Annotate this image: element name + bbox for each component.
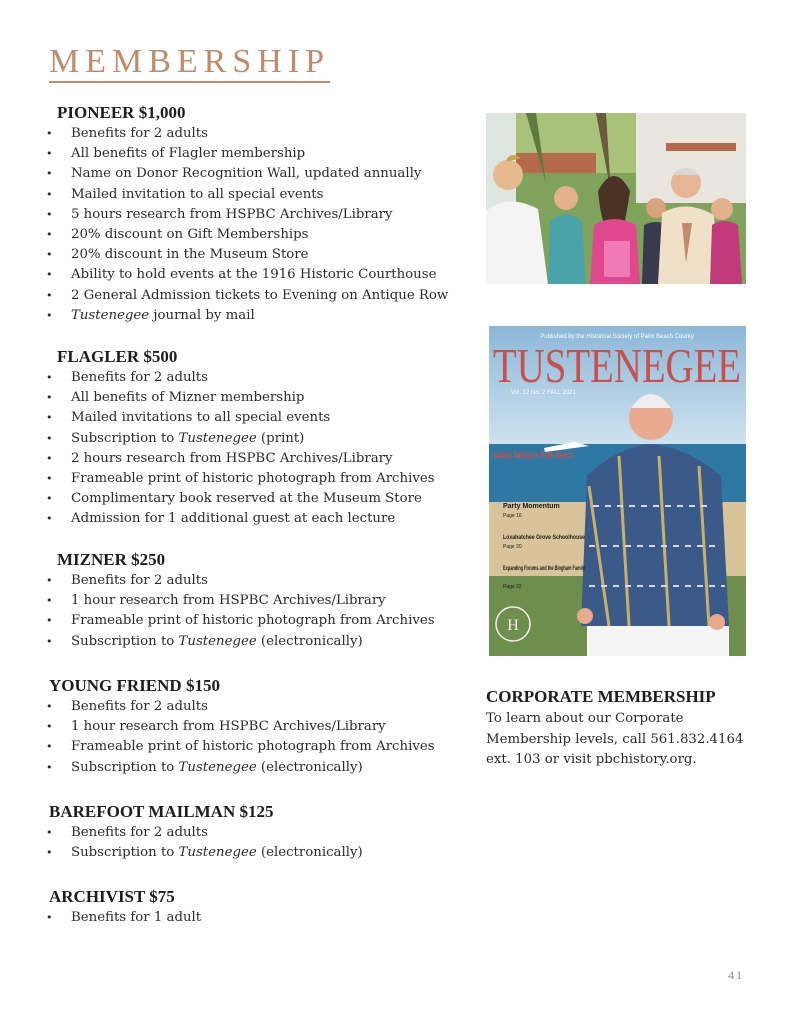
tier-pioneer — [0, 103, 448, 326]
journal-title: Tustenegee — [178, 430, 257, 446]
benefit-text: All benefits of Flagler membership — [71, 146, 306, 162]
bullet-icon: • — [46, 411, 53, 425]
bullet-icon: • — [46, 288, 53, 302]
benefit-item — [0, 611, 435, 631]
benefit-item — [0, 908, 201, 928]
benefit-text: (print) — [256, 430, 305, 446]
bullet-icon: • — [46, 594, 53, 608]
tier-title: YOUNG FRIEND $150 — [49, 676, 220, 695]
bullet-icon: • — [46, 371, 53, 384]
journal-title: Tustenegee — [178, 759, 257, 775]
magazine-story-page: Page 22 — [503, 584, 522, 590]
bullet-icon: • — [46, 512, 53, 526]
bullet-icon: • — [46, 826, 53, 839]
tier-title: PIONEER $1,000 — [57, 103, 186, 122]
tier-flagler — [0, 347, 435, 530]
benefit-item — [0, 449, 435, 469]
benefit-text: Admission for 1 additional guest at each lecture — [71, 511, 396, 527]
event-photo — [486, 113, 746, 284]
journal-title: Tustenegee — [178, 633, 257, 649]
benefit-text: (electronically) — [256, 633, 363, 649]
bullet-icon: • — [46, 911, 53, 924]
journal-title: Tustenegee — [71, 307, 150, 323]
bullet-icon: • — [46, 740, 53, 754]
benefit-item — [0, 591, 435, 611]
bullet-icon: • — [46, 720, 53, 734]
benefit-item — [0, 758, 435, 778]
benefit-item — [0, 469, 435, 489]
benefit-item — [0, 144, 448, 164]
tier-barefoot-mailman — [0, 802, 363, 863]
tier-archivist — [0, 887, 201, 928]
benefit-item — [0, 164, 448, 184]
corporate-text — [486, 709, 756, 771]
corporate-membership — [486, 687, 756, 771]
bullet-icon: • — [46, 451, 53, 465]
corporate-line: To learn about our Corporate — [486, 711, 684, 726]
benefit-text: Subscription to — [71, 633, 179, 649]
benefit-text: Mailed invitation to all special events — [71, 186, 324, 202]
benefit-text: Benefits for 2 adults — [71, 370, 208, 385]
bullet-icon: • — [46, 846, 53, 860]
benefit-text: 5 hours research from HSPBC Archives/Library — [71, 206, 393, 222]
benefit-item — [0, 429, 435, 449]
bullet-icon: • — [46, 167, 53, 181]
benefit-text: 1 hour research from HSPBC Archives/Library — [71, 593, 386, 609]
magazine-story-title: Loxahatchee Grove Schoolhouse — [503, 534, 586, 541]
benefit-text: All benefits of Mizner membership — [71, 390, 305, 406]
benefit-item — [0, 489, 435, 509]
benefit-text: 2 General Admission tickets to Evening on Antique Row — [71, 287, 449, 303]
benefit-item — [0, 265, 448, 285]
benefit-text: Benefits for 1 adult — [71, 910, 202, 925]
bullet-icon: • — [46, 248, 53, 262]
benefit-text: 20% discount in the Museum Store — [71, 247, 309, 263]
benefit-text: (electronically) — [256, 845, 363, 861]
benefit-item — [0, 245, 448, 265]
bullet-icon: • — [46, 431, 53, 445]
benefit-list — [0, 368, 435, 530]
benefit-item — [0, 185, 448, 205]
bullet-icon: • — [46, 147, 53, 161]
benefit-text: (electronically) — [256, 759, 363, 775]
magazine-feature: Sailing Sailing in Palm Beach — [493, 450, 573, 460]
page-title: MEMBERSHIP — [49, 44, 330, 83]
benefit-text: Benefits for 2 adults — [71, 699, 208, 714]
bullet-icon: • — [46, 187, 53, 201]
bullet-icon: • — [46, 634, 53, 648]
corporate-line: Membership levels, call 561.832.4164 — [486, 731, 744, 747]
benefit-item — [0, 408, 435, 428]
bullet-icon: • — [46, 391, 53, 405]
bullet-icon: • — [46, 228, 53, 242]
benefit-item — [0, 306, 448, 326]
magazine-publisher-line: Published by the Historical Society of Palm Beach County — [540, 334, 694, 340]
bullet-icon: • — [46, 492, 53, 506]
benefit-item — [0, 124, 448, 144]
benefit-item — [0, 509, 435, 529]
bullet-icon: • — [46, 574, 53, 587]
benefit-item — [0, 823, 363, 843]
magazine-masthead: TUSTENEGEE — [493, 338, 741, 393]
benefit-text: journal by mail — [149, 307, 255, 323]
benefit-text: Mailed invitations to all special events — [71, 410, 331, 426]
magazine-story-title: Expanding Forums and the Bingham Family — [503, 566, 586, 572]
benefit-item — [0, 632, 435, 652]
benefit-item — [0, 388, 435, 408]
magazine-story-page: Page 20 — [503, 544, 522, 550]
benefit-item — [0, 225, 448, 245]
benefit-item — [0, 571, 435, 591]
bullet-icon: • — [46, 614, 53, 628]
benefit-text: Benefits for 2 adults — [71, 126, 208, 141]
bullet-icon: • — [46, 760, 53, 774]
bullet-icon: • — [46, 308, 53, 322]
benefit-text: Benefits for 2 adults — [71, 825, 208, 840]
benefit-text: Frameable print of historic photograph from Archives — [71, 471, 435, 487]
bullet-icon: • — [46, 472, 53, 486]
magazine-cover — [489, 326, 746, 656]
benefit-item — [0, 205, 448, 225]
bullet-icon: • — [46, 268, 53, 282]
magazine-story-page: Page 16 — [503, 513, 522, 519]
tier-title: FLAGLER $500 — [57, 347, 178, 366]
bullet-icon: • — [46, 700, 53, 713]
benefit-text: Subscription to — [71, 845, 179, 861]
magazine-seal-letter: H — [507, 617, 519, 634]
benefit-text: Complimentary book reserved at the Museum Store — [71, 491, 422, 507]
magazine-issue-line: Vol. 12 No. 2 FALL 2021 — [511, 390, 576, 396]
benefit-text: Frameable print of historic photograph from Archives — [71, 613, 435, 629]
tier-title: ARCHIVIST $75 — [49, 887, 175, 906]
benefit-item — [0, 697, 435, 717]
benefit-list — [0, 697, 435, 778]
journal-title: Tustenegee — [178, 845, 257, 861]
benefit-text: Subscription to — [71, 430, 179, 446]
tier-title: MIZNER $250 — [57, 550, 166, 569]
corporate-title: CORPORATE MEMBERSHIP — [486, 687, 716, 706]
benefit-text: Ability to hold events at the 1916 Historic Courthouse — [71, 267, 437, 283]
benefit-item — [0, 843, 363, 863]
benefit-text: 1 hour research from HSPBC Archives/Library — [71, 719, 386, 735]
benefit-text: Subscription to — [71, 759, 179, 775]
magazine-story-title: Party Momentum — [503, 503, 560, 510]
benefit-list — [0, 571, 435, 652]
benefit-item — [0, 717, 435, 737]
tier-mizner — [0, 550, 435, 652]
tier-title: BAREFOOT MAILMAN $125 — [49, 802, 274, 821]
bullet-icon: • — [46, 127, 53, 140]
benefit-text: Name on Donor Recognition Wall, updated annually — [71, 166, 422, 182]
tier-young-friend — [0, 676, 435, 778]
corporate-line: ext. 103 or visit pbchistory.org. — [486, 752, 697, 767]
benefit-item — [0, 737, 435, 757]
benefit-item — [0, 286, 448, 306]
benefit-item — [0, 368, 435, 388]
benefit-list — [0, 124, 448, 326]
benefit-text: 2 hours research from HSPBC Archives/Library — [71, 450, 393, 466]
benefit-text: Frameable print of historic photograph from Archives — [71, 739, 435, 755]
benefit-text: 20% discount on Gift Memberships — [71, 227, 309, 243]
bullet-icon: • — [46, 207, 53, 221]
benefit-list — [0, 823, 363, 863]
benefit-list — [0, 908, 201, 928]
benefit-text: Benefits for 2 adults — [71, 573, 208, 588]
page-number: 41 — [728, 968, 744, 982]
